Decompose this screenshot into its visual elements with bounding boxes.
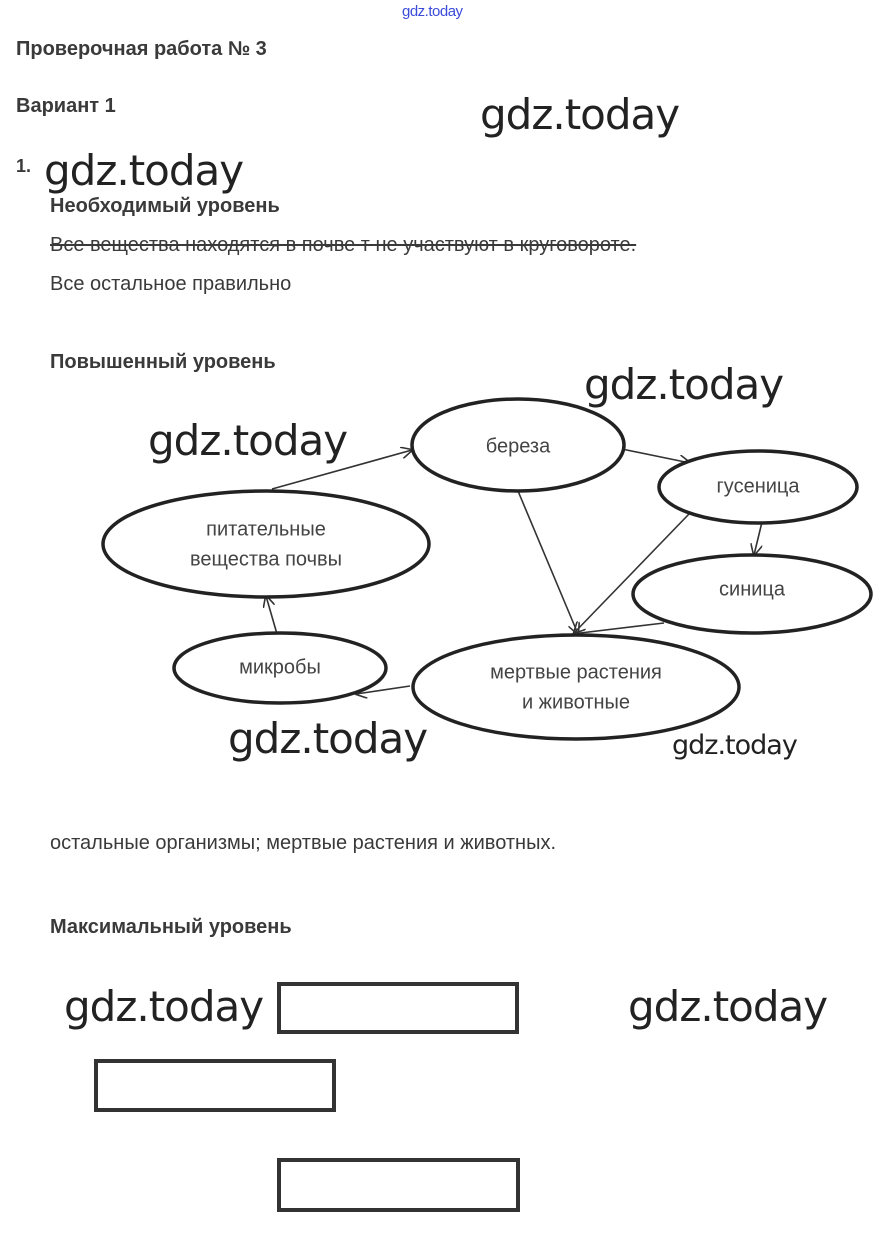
arrow-nutrients-to-birch	[272, 450, 412, 489]
watermark: gdz.today	[480, 90, 680, 139]
node-birch-label: береза	[485, 435, 551, 458]
correct-statement: Все остальное правильно	[50, 273, 292, 295]
node-soil-nutrients-label-2: вещества почвы	[189, 548, 343, 571]
node-dead-organisms-label-2: и животные	[521, 691, 631, 714]
arrow-birch-to-caterpillar	[622, 449, 690, 463]
crossed-out-statement: Все вещества находятся в почве т не участвуют в круговороте.	[50, 234, 637, 256]
arrow-tit-to-dead	[572, 623, 664, 634]
answer-box-2	[94, 1059, 336, 1112]
advanced-level-answer: остальные организмы; мертвые растения и животных.	[50, 832, 557, 854]
watermark: gdz.today	[584, 360, 784, 409]
arrow-microbes-to-nutrients	[266, 596, 277, 634]
task-number: 1.	[16, 156, 32, 176]
node-dead-organisms	[413, 635, 739, 739]
watermark-top: gdz.today	[402, 3, 463, 20]
watermark: gdz.today	[148, 416, 348, 465]
arrow-caterpillar-to-tit	[754, 522, 762, 555]
watermark: gdz.today	[44, 146, 244, 195]
required-level-heading: Необходимый уровень	[50, 195, 280, 217]
answer-box-3	[277, 1158, 520, 1212]
node-caterpillar-label: гусеница	[716, 475, 800, 498]
watermark: gdz.today	[628, 982, 828, 1031]
node-tit-label: синица	[719, 578, 785, 601]
arrow-birch-to-dead	[518, 491, 578, 634]
answer-box-1	[277, 982, 519, 1034]
node-dead-organisms-label-1: мертвые растения	[490, 661, 662, 684]
node-microbes-label: микробы	[239, 656, 321, 679]
node-soil-nutrients	[103, 491, 429, 597]
watermark: gdz.today	[64, 982, 264, 1031]
watermark: gdz.today	[228, 714, 428, 763]
advanced-level-heading: Повышенный уровень	[50, 351, 276, 373]
watermark: gdz.today	[672, 730, 797, 761]
max-level-heading: Максимальный уровень	[50, 916, 292, 938]
node-soil-nutrients-label-1: питательные	[206, 518, 326, 541]
page-title: Проверочная работа № 3	[16, 38, 267, 60]
variant-heading: Вариант 1	[16, 95, 116, 117]
